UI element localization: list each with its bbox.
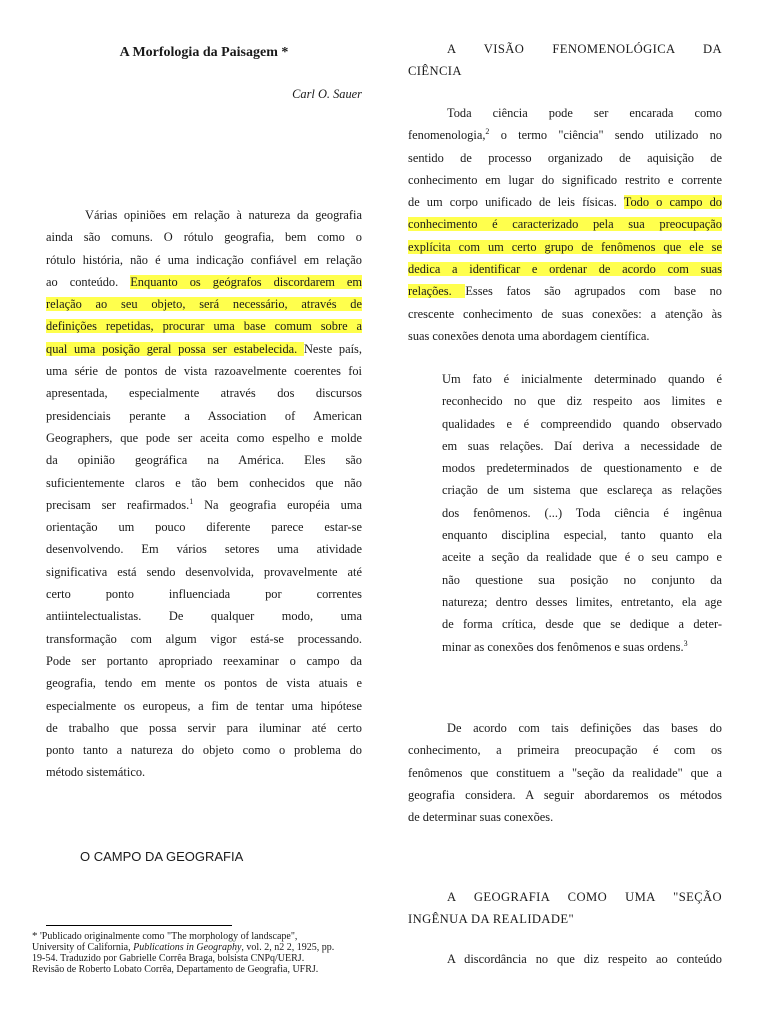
quote-line: qualidades e é compreendido quando observado — [442, 416, 722, 431]
paragraph-text: de um corpo unificado de leis físicas. — [408, 195, 624, 210]
paragraph-text: sentido de processo organizado de aquisição de — [408, 150, 722, 165]
paragraph-text: de trabalho que possa servir para iluminar até certo — [46, 720, 362, 735]
paragraph-text: transformação com algum vigor está-se processando. — [46, 631, 362, 646]
paragraph-text: Toda ciência pode ser encarada como — [447, 106, 722, 120]
paragraph-text: geografia, tendo em mente os pontos de vista atuais e — [46, 676, 362, 691]
paragraph-line — [408, 102, 722, 124]
paragraph-line — [408, 213, 722, 235]
paragraph-line-text: A discordância no que diz respeito ao conteúdo — [447, 952, 722, 966]
paragraph-line — [46, 739, 362, 761]
paragraph-line — [408, 806, 722, 828]
paragraph-line — [408, 784, 722, 806]
highlighted-text: definições repetidas, procurar uma base comum sobre a — [46, 319, 362, 334]
section-heading-phenomenological — [408, 38, 722, 83]
paragraph-text: suas conexões denota uma abordagem científica. — [408, 328, 650, 343]
paragraph-text: da opinião geográfica na América. Eles são — [46, 453, 362, 468]
paragraph-text: rótulo história, não é uma indicação confiável em relação — [46, 252, 362, 267]
paragraph-text: fenomenologia,$^2$ o termo "ciência" sendo utilizado no — [408, 127, 722, 143]
phenomenology-paragraph — [408, 102, 722, 347]
paragraph-line — [408, 280, 722, 302]
highlighted-text: Enquanto os geógrafos discordarem em — [130, 274, 362, 289]
paragraph-text: ainda são comuns. O rótulo geografia, bem como o — [46, 230, 362, 245]
disagreement-paragraph — [408, 948, 722, 970]
paragraph-text: apresentada, especialmente através dos discursos — [46, 386, 362, 401]
article-title-text: A Morfologia da Paisagem — [119, 45, 278, 60]
paragraph-text: Esses fatos são agrupados com base no — [465, 284, 722, 299]
heading-line-text: A VISÃO FENOMENOLÓGICA DA — [447, 42, 722, 56]
paragraph-line — [46, 583, 362, 605]
paragraph-line — [46, 628, 362, 650]
highlighted-text: qual uma posição geral possa ser estabelecida. — [46, 341, 304, 356]
paragraph-line — [46, 472, 362, 494]
paragraph-line — [46, 672, 362, 694]
quote-line: criação de um sistema que esclareça as relações — [442, 483, 722, 498]
paragraph-line — [46, 605, 362, 627]
paragraph-line — [46, 561, 362, 583]
quote-line: não questione sua posição no conjunto da — [442, 572, 722, 587]
paragraph-line — [408, 169, 722, 191]
paragraph-line — [408, 124, 722, 146]
heading-line: CIÊNCIA — [408, 64, 462, 79]
paragraph-line — [46, 449, 362, 471]
paragraph-line — [46, 315, 362, 337]
quote-line: minar as conexões dos fenômenos e suas ordens.$^3$ — [442, 638, 688, 654]
highlighted-text: Todo o campo do — [623, 195, 722, 210]
paragraph-line — [408, 325, 722, 347]
quote-line: modos predeterminados de questionamento e de — [442, 461, 722, 476]
paragraph-line — [46, 271, 362, 293]
paragraph-line — [46, 249, 362, 271]
highlighted-text: relação ao seu objeto, será necessário, através de — [46, 297, 362, 312]
paragraph-line — [46, 516, 362, 538]
quote-line: em suas relações. Daí deriva a necessidade de — [442, 438, 722, 453]
paragraph-line — [408, 303, 722, 325]
paragraph-line — [46, 405, 362, 427]
footnote-line-4: Revisão de Roberto Lobato Corrêa, Departamento de Geografia, UFRJ. — [32, 964, 319, 975]
paragraph-line — [46, 717, 362, 739]
highlighted-text: relações. — [408, 284, 466, 299]
paragraph-text: Geographers, que pode ser aceita como espelho e molde — [46, 430, 362, 445]
paragraph-text: conhecimento em lugar do significado restrito e corrente — [408, 172, 722, 187]
paragraph-line — [46, 360, 362, 382]
footnote-line-1 — [32, 931, 372, 942]
paragraph-line — [46, 650, 362, 672]
paragraph-line — [408, 191, 722, 213]
quote-line: natureza; dentro desses limites, entretanto, ela age — [442, 594, 722, 609]
highlighted-text: explícita com um certo grupo de fenômenos que ele se — [408, 239, 722, 254]
paragraph-text: método sistemático. — [46, 765, 146, 780]
article-title — [46, 42, 362, 64]
paragraph-line — [46, 226, 362, 248]
paragraph-line — [408, 258, 722, 280]
intro-paragraph — [46, 204, 362, 784]
quote-line: reconhecido no que diz respeito aos limites e — [442, 394, 722, 409]
footnote-text-1: 'Publicado originalmente como "The morphology of landscape", — [40, 931, 298, 942]
paragraph-line — [46, 695, 362, 717]
paragraph-text: uma série de pontos de vista razoavelmente coerentes foi — [46, 364, 362, 379]
paragraph-text: suficientemente claros e tão bem conhecidos que não — [46, 475, 362, 490]
paragraph-text: significativa está sendo desenvolvida, provavelmente até — [46, 564, 362, 579]
paragraph-text: precisam ser reafirmados.$^1$ Na geografia européia uma — [46, 496, 362, 512]
paragraph-text: ponto tanto a natureza do objeto como o problema do — [46, 743, 362, 758]
paragraph-line — [46, 427, 362, 449]
quote-line: enquanto disciplina especial, tanto quanto ela — [442, 528, 722, 543]
paragraph-line — [408, 762, 722, 784]
paragraph-line — [46, 494, 362, 516]
section-heading: O CAMPO DA GEOGRAFIA — [80, 849, 244, 864]
quote-line: dos fenômenos. (...) Toda ciência é ingênua — [442, 505, 722, 520]
quote-line: de forma crítica, desde que se dedique a deter- — [442, 617, 722, 632]
paragraph-line — [46, 204, 362, 226]
footnote-line-2: University of California, Publications in Geography, vol. 2, n2 2, 1925, pp. — [32, 942, 335, 953]
paragraph-text: conhecimento, a primeira preocupação é com os — [408, 743, 722, 758]
heading-line — [408, 38, 722, 60]
author-name: Carl O. Sauer — [292, 87, 362, 101]
paragraph-line — [46, 293, 362, 315]
paragraph-text: fenômenos que constituem a "seção da realidade" que a — [408, 765, 722, 780]
paragraph-line — [408, 236, 722, 258]
quote-line: Um fato é inicialmente determinado quando é — [442, 372, 722, 386]
highlighted-text: conhecimento é caracterizado pela sua preocupação — [408, 217, 722, 232]
paragraph-text: De acordo com tais definições das bases do — [447, 721, 722, 735]
paragraph-line — [46, 382, 362, 404]
paragraph-text: crescente conhecimento de suas conexões: a atenção às — [408, 306, 722, 321]
title-footnote-mark: * — [281, 45, 289, 60]
paragraph-line — [408, 717, 722, 739]
block-quote — [442, 368, 722, 658]
heading-line — [408, 886, 722, 908]
paragraph-line — [46, 338, 362, 360]
paragraph-line — [46, 761, 362, 783]
heading-line-text: A GEOGRAFIA COMO UMA "SEÇÃO — [447, 890, 722, 904]
footnote-divider — [46, 925, 232, 926]
highlighted-text: dedica a identificar e ordenar de acordo com suas — [408, 262, 722, 277]
footnote-mark: * — [32, 930, 38, 942]
definitions-paragraph — [408, 717, 722, 828]
paragraph-text: Pode ser portanto apropriado reexaminar o campo da — [46, 653, 362, 668]
paragraph-text: especialmente os europeus, a fim de tentar uma hipótese — [46, 698, 362, 713]
quote-line: aceite a seção da realidade que é o seu campo e — [442, 550, 722, 565]
paragraph-text: desenvolvendo. Em vários setores uma atividade — [46, 542, 362, 557]
section-heading-naive-section — [408, 886, 722, 931]
paragraph-line — [46, 538, 362, 560]
paragraph-text: certo ponto influenciada por correntes — [46, 587, 362, 602]
paragraph-text: antiintelectualistas. De qualquer modo, uma — [46, 609, 362, 624]
paragraph-text: ao conteúdo. — [46, 274, 131, 289]
paragraph-text: geografia considera. A seguir abordaremos os métodos — [408, 787, 722, 802]
footnote — [32, 931, 372, 975]
paragraph-text: de determinar suas conexões. — [408, 810, 554, 825]
paragraph-text: Várias opiniões em relação à natureza da geografia — [85, 208, 362, 222]
paragraph-text: presidenciais perante a Association of American — [46, 408, 362, 423]
footnote-line-3: 19-54. Traduzido por Gabrielle Corrêa Braga, bolsista CNPq/UERJ. — [32, 953, 305, 964]
paragraph-text: orientação um pouco diferente parece estar-se — [46, 520, 362, 535]
heading-line: INGÊNUA DA REALIDADE" — [408, 912, 575, 927]
paragraph-line — [408, 147, 722, 169]
paragraph-text: Neste país, — [303, 341, 362, 356]
paragraph-line — [408, 739, 722, 761]
paragraph-line — [408, 948, 722, 970]
